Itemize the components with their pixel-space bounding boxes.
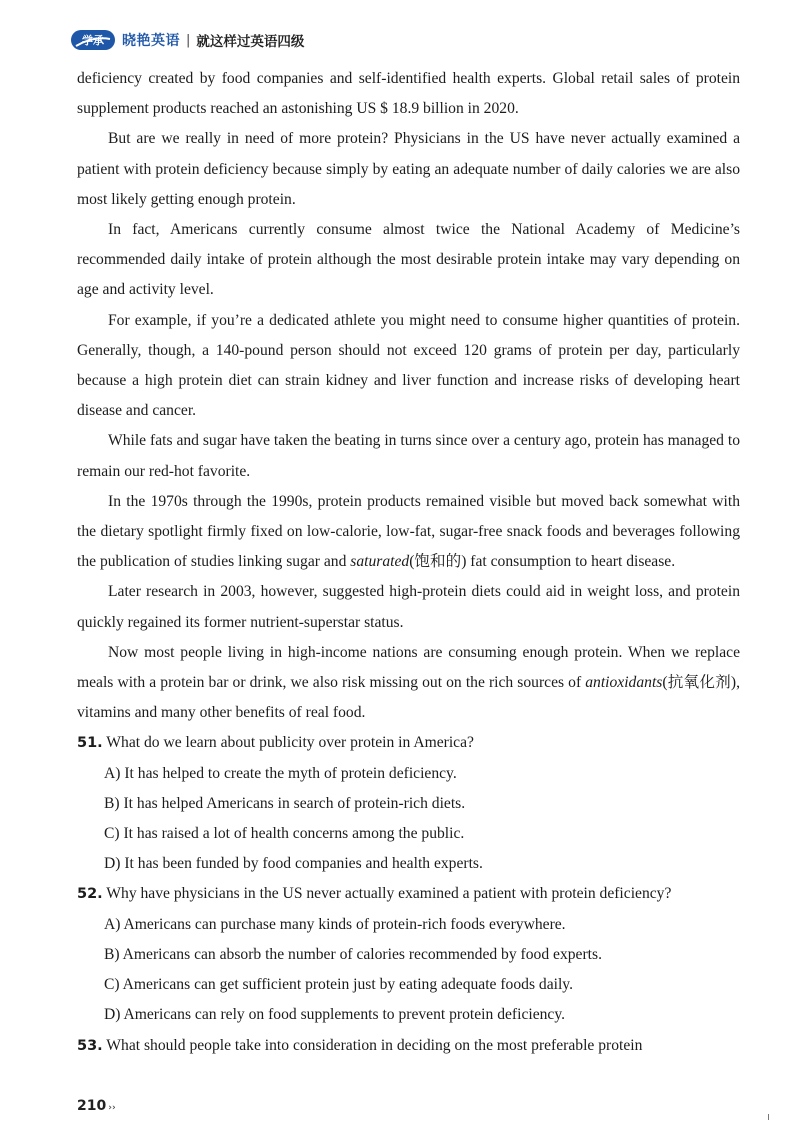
question-text: What do we learn about publicity over protein in America? [102,734,474,752]
edge-mark [768,1114,769,1120]
paragraph-6-tail: fat consumption to heart disease. [466,553,676,571]
antioxidants-gloss: (抗氧化剂) [662,674,737,692]
logo-text: 学承 [82,34,104,47]
antioxidants-term: antioxidants [585,674,663,692]
page-header [70,26,304,54]
option-52-d: D) Americans can rely on food supplements to prevent protein deficiency. [104,1006,566,1024]
paragraph-3: In fact, Americans currently consume almost twice the National Academy of Medicine’s recommended daily intake of protein although the most desirable protein intake may vary depending on age and activity level. [77,221,740,299]
paragraph-8 [77,638,740,729]
question-number: 52. [77,886,103,903]
question-53 [77,1031,740,1061]
header-separator: | [186,32,191,48]
question-52 [77,879,740,909]
option-52-b: B) Americans can absorb the number of calories recommended by food experts. [104,945,602,963]
passage-content [77,64,740,1061]
question-text: Why have physicians in the US never actually examined a patient with protein deficiency? [102,885,672,903]
paragraph-5: While fats and sugar have taken the beating in turns since over a century ago, protein has managed to remain our red-hot favorite. [77,432,740,480]
option-51-b: B) It has helped Americans in search of protein-rich diets. [104,794,466,812]
brand-name: 晓艳英语 [122,33,180,49]
saturated-term: saturated [350,553,410,571]
page-number [77,1098,116,1114]
question-51 [77,728,740,758]
paragraph-1: deficiency created by food companies and self-identified health experts. Global retail sales of protein supplement products reached an astonishing US $ 18.9 billion in 2020. [77,70,740,118]
paragraph-4: For example, if you’re a dedicated athlete you might need to consume higher quantities of protein. Generally, though, a 140-pound person should not exceed 120 grams of protein per day, particularly because a high protein diet can strain kidney and liver function and increase risks of developing heart disease and cancer. [77,311,740,420]
option-51-d: D) It has been funded by food companies and health experts. [104,855,483,873]
question-number: 51. [77,735,103,752]
paragraph-6-text: In the 1970s through the 1990s, protein products remained visible but moved back somewhat with the dietary spotlight firmly fixed on low-calorie, low-fat, sugar-free snack foods and beverages following the publication of studies linking sugar and [77,492,740,571]
series-title: 就这样过英语四级 [196,34,305,50]
paragraph-7: Later research in 2003, however, suggested high-protein diets could aid in weight loss, and protein quickly regained its former nutrient-superstar status. [77,583,740,631]
publisher-logo [70,27,116,53]
paragraph-6 [77,487,740,578]
option-52-a: A) Americans can purchase many kinds of protein-rich foods everywhere. [104,915,566,933]
saturated-gloss: (饱和的) [409,553,467,571]
question-number: 53. [77,1037,103,1054]
paragraph-8-text: Now most people living in high-income nations are consuming enough protein. When we replace meals with a protein bar or drink, we also risk missing out on the rich sources of [77,643,740,692]
question-text: What should people take into consideration in deciding on the most preferable protein [102,1036,643,1054]
page-number-value: 210 [77,1098,107,1114]
option-51-a: A) It has helped to create the myth of protein deficiency. [104,764,457,782]
paragraph-8-tail: , vitamins and many other benefits of real food. [77,674,740,722]
option-51-c: C) It has raised a lot of health concerns among the public. [104,825,465,843]
paragraph-2: But are we really in need of more protein? Physicians in the US have never actually examined a patient with protein deficiency because simply by eating an adequate number of daily calories we are also most likely getting enough protein. [77,130,740,208]
page-arrow-icon: ›› [108,1103,116,1113]
option-52-c: C) Americans can get sufficient protein just by eating adequate foods daily. [104,976,573,994]
